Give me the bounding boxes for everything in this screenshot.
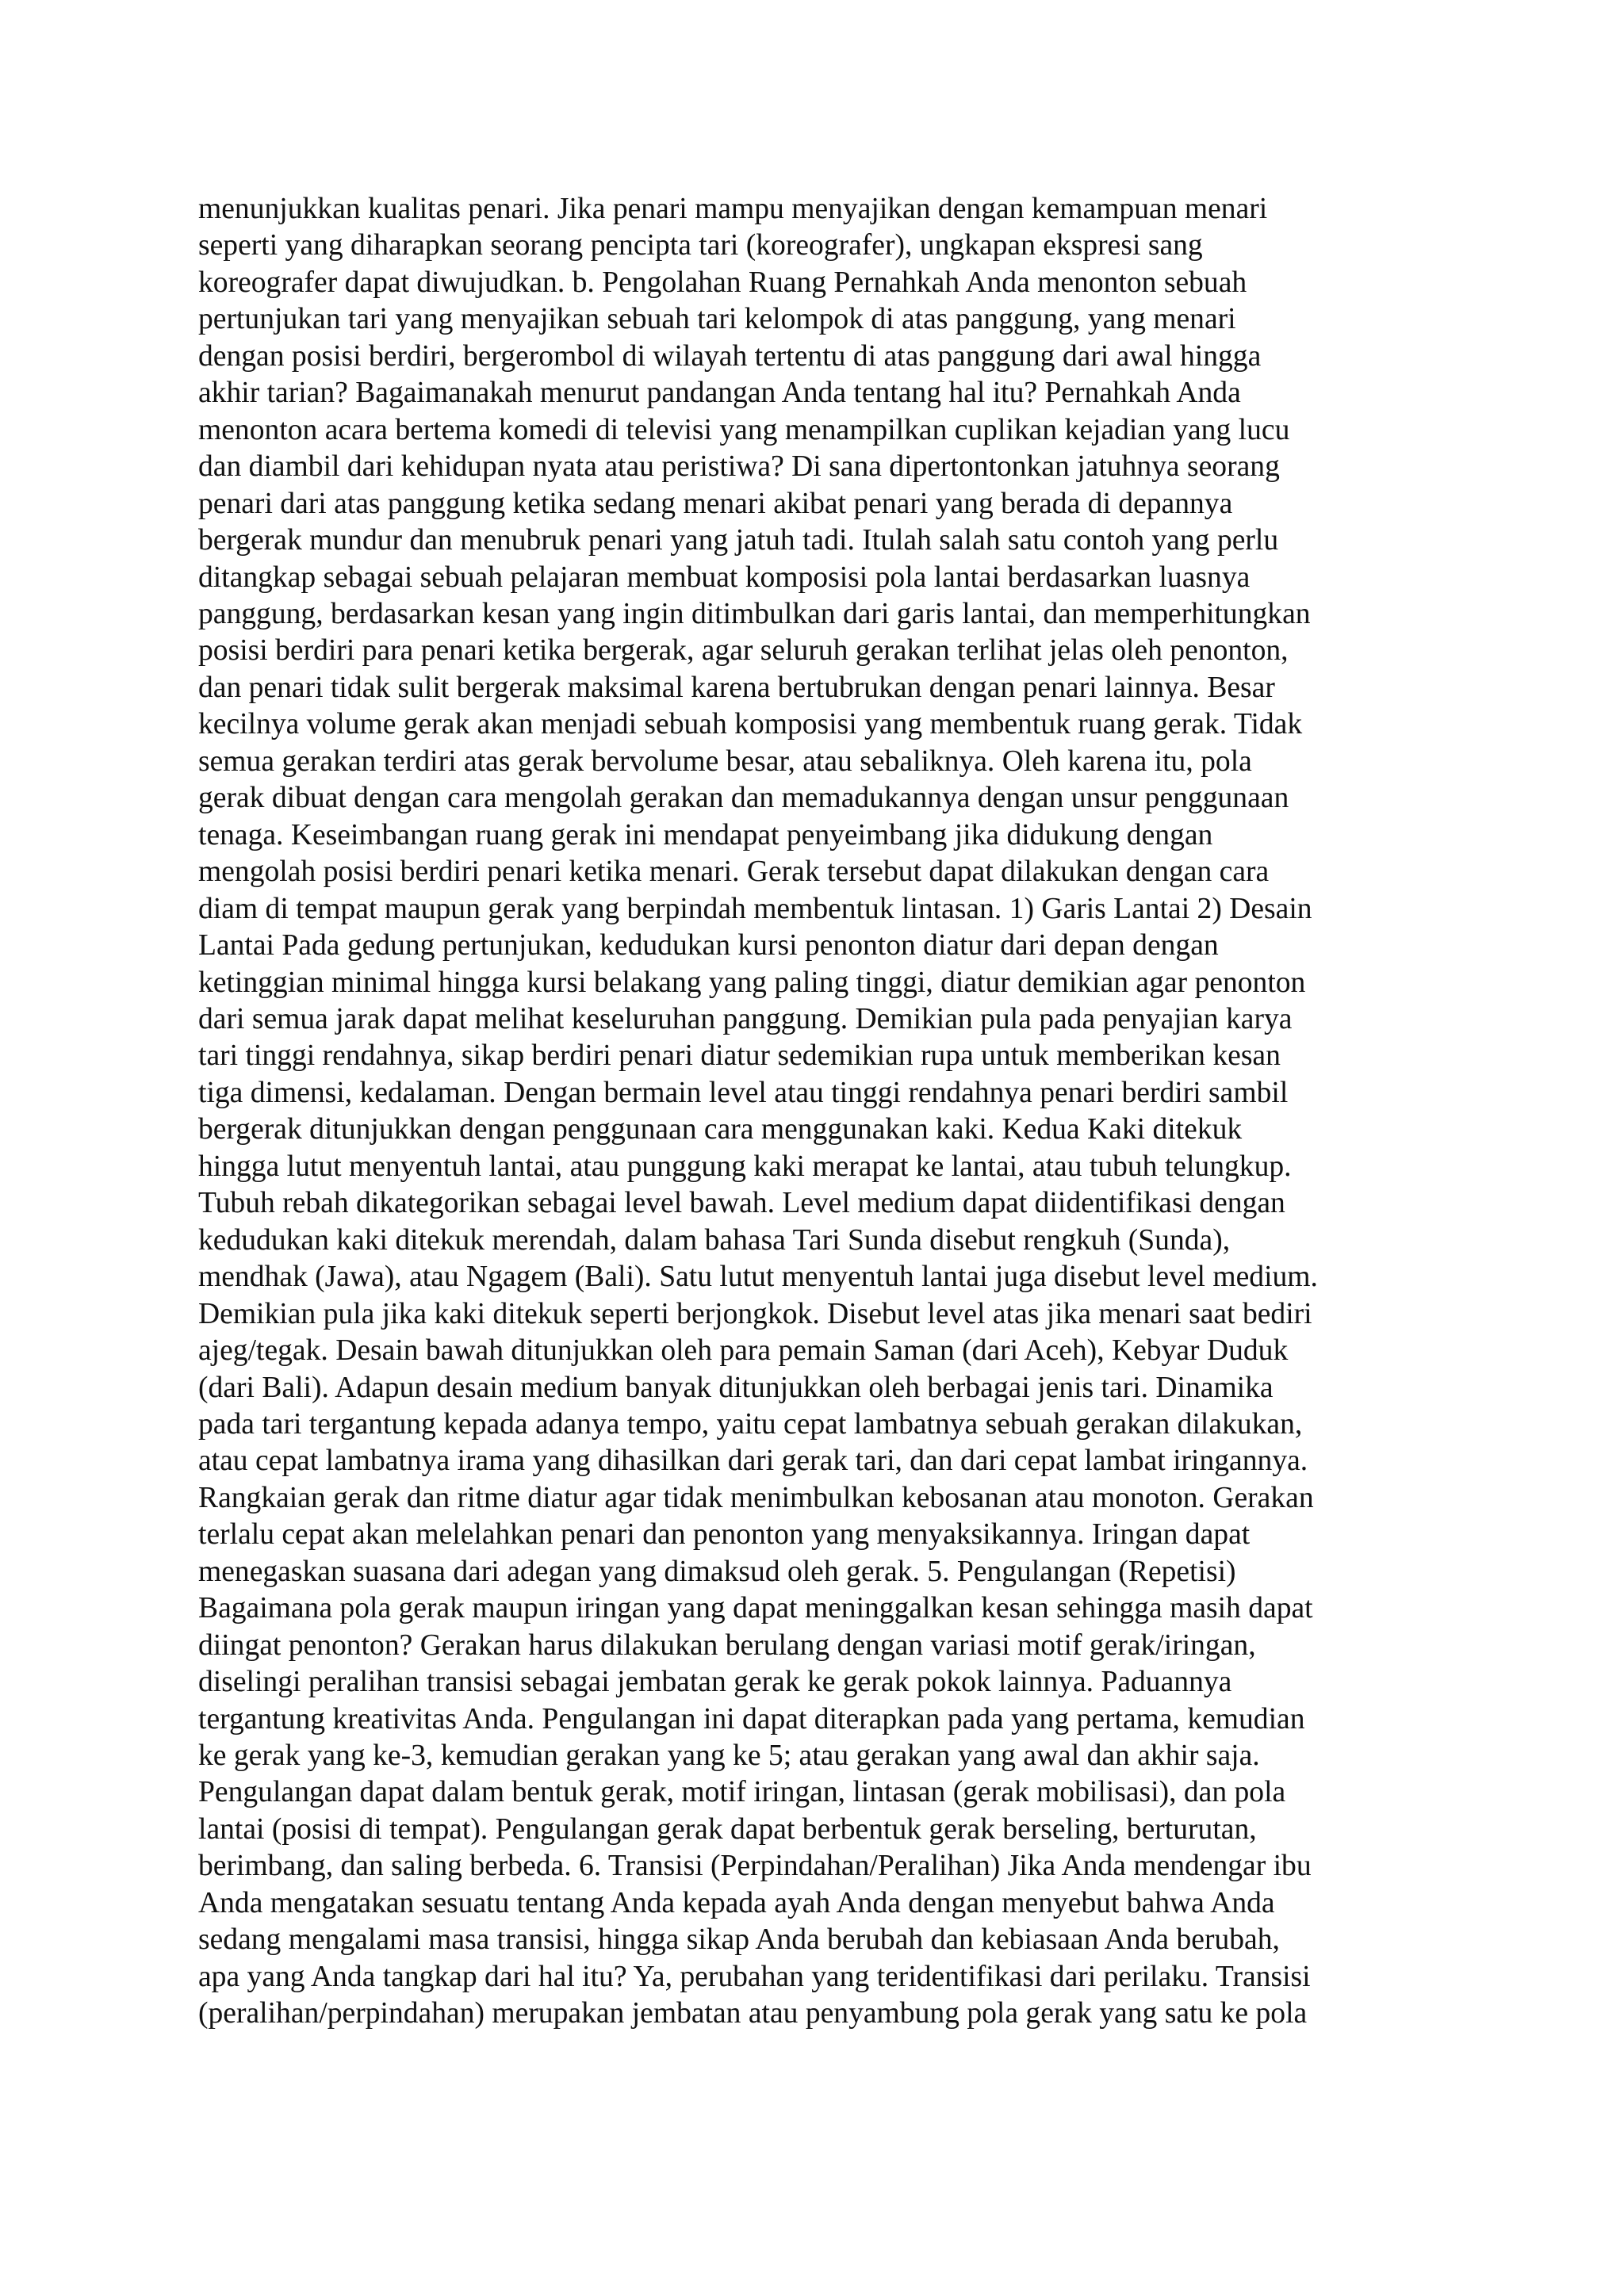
- text-line: tari tinggi rendahnya, sikap berdiri penari diatur sedemikian rupa untuk memberikan kesan: [198, 1039, 1281, 1073]
- text-line: kecilnya volume gerak akan menjadi sebuah komposisi yang membentuk ruang gerak. Tidak: [198, 708, 1303, 741]
- text-line: (dari Bali). Adapun desain medium banyak ditunjukkan oleh berbagai jenis tari. Dinamika: [198, 1371, 1274, 1404]
- text-line: lantai (posisi di tempat). Pengulangan gerak dapat berbentuk gerak berseling, berturutan,: [198, 1812, 1257, 1846]
- text-line: kedudukan kaki ditekuk merendah, dalam bahasa Tari Sunda disebut rengkuh (Sunda),: [198, 1223, 1231, 1257]
- text-line: Pengulangan dapat dalam bentuk gerak, motif iringan, lintasan (gerak mobilisasi), dan pola: [198, 1776, 1286, 1809]
- text-line: terlalu cepat akan melelahkan penari dan penonton yang menyaksikannya. Iringan dapat: [198, 1518, 1251, 1552]
- text-line: bergerak ditunjukkan dengan penggunaan cara menggunakan kaki. Kedua Kaki ditekuk: [198, 1113, 1243, 1146]
- text-line: Lantai Pada gedung pertunjukan, kedudukan kursi penonton diatur dari depan dengan: [198, 929, 1219, 962]
- text-line: atau cepat lambatnya irama yang dihasilkan dari gerak tari, dan dari cepat lambat iringannya.: [198, 1445, 1308, 1478]
- text-line: diselingi peralihan transisi sebagai jembatan gerak ke gerak pokok lainnya. Paduannya: [198, 1666, 1232, 1699]
- text-line: tergantung kreativitas Anda. Pengulangan ini dapat diterapkan pada yang pertama, kemudian: [198, 1702, 1305, 1735]
- text-line: hingga lutut menyentuh lantai, atau punggung kaki merapat ke lantai, atau tubuh telungkup.: [198, 1150, 1292, 1183]
- text-line: diam di tempat maupun gerak yang berpindah membentuk lintasan. 1) Garis Lantai 2) Desain: [198, 892, 1312, 925]
- text-line: Anda mengatakan sesuatu tentang Anda kepada ayah Anda dengan menyebut bahwa Anda: [198, 1886, 1275, 1919]
- text-line: Rangkaian gerak dan ritme diatur agar tidak menimbulkan kebosanan atau monoton. Gerakan: [198, 1481, 1314, 1514]
- text-line: tenaga. Keseimbangan ruang gerak ini mendapat penyeimbang jika didukung dengan: [198, 818, 1213, 851]
- text-line: gerak dibuat dengan cara mengolah gerakan dan memadukannya dengan unsur penggunaan: [198, 782, 1289, 815]
- text-line: bergerak mundur dan menubruk penari yang jatuh tadi. Itulah salah satu contoh yang perlu: [198, 524, 1279, 557]
- text-line: ajeg/tegak. Desain bawah ditunjukkan oleh para pemain Saman (dari Aceh), Kebyar Duduk: [198, 1334, 1289, 1368]
- body-text: [198, 191, 1451, 2033]
- text-line: penari dari atas panggung ketika sedang menari akibat penari yang berada di depannya: [198, 487, 1233, 520]
- text-line: seperti yang diharapkan seorang pencipta tari (koreografer), ungkapan ekspresi sang: [198, 229, 1203, 262]
- text-line: mendhak (Jawa), atau Ngagem (Bali). Satu lutut menyentuh lantai juga disebut level medium.: [198, 1261, 1318, 1294]
- text-line: menegaskan suasana dari adegan yang dimaksud oleh gerak. 5. Pengulangan (Repetisi): [198, 1555, 1236, 1588]
- text-line: pada tari tergantung kepada adanya tempo, yaitu cepat lambatnya sebuah gerakan dilakukan,: [198, 1407, 1303, 1441]
- text-line: mengolah posisi berdiri penari ketika menari. Gerak tersebut dapat dilakukan dengan cara: [198, 855, 1270, 889]
- text-line: ketinggian minimal hingga kursi belakang yang paling tinggi, diatur demikian agar penonton: [198, 966, 1306, 999]
- text-line: menunjukkan kualitas penari. Jika penari mampu menyajikan dengan kemampuan menari: [198, 193, 1268, 225]
- text-line: Bagaimana pola gerak maupun iringan yang dapat meninggalkan kesan sehingga masih dapat: [198, 1592, 1313, 1625]
- text-line: sedang mengalami masa transisi, hingga sikap Anda berubah dan kebiasaan Anda berubah,: [198, 1923, 1280, 1957]
- text-line: berimbang, dan saling berbeda. 6. Transisi (Perpindahan/Peralihan) Jika Anda mendengar ibu: [198, 1850, 1312, 1883]
- text-line: semua gerakan terdiri atas gerak bervolume besar, atau sebaliknya. Oleh karena itu, pola: [198, 744, 1252, 778]
- text-line: ditangkap sebagai sebuah pelajaran membuat komposisi pola lantai berdasarkan luasnya: [198, 561, 1251, 594]
- text-line: Tubuh rebah dikategorikan sebagai level bawah. Level medium dapat diidentifikasi dengan: [198, 1187, 1285, 1220]
- text-line: ke gerak yang ke-3, kemudian gerakan yang ke 5; atau gerakan yang awal dan akhir saja.: [198, 1739, 1260, 1773]
- text-line: posisi berdiri para penari ketika bergerak, agar seluruh gerakan terlihat jelas oleh penonton,: [198, 634, 1289, 668]
- text-line: dari semua jarak dapat melihat keseluruhan panggung. Demikian pula pada penyajian karya: [198, 1002, 1293, 1035]
- text-line: dan penari tidak sulit bergerak maksimal karena bertubrukan dengan penari lainnya. Besar: [198, 671, 1275, 704]
- text-line: Demikian pula jika kaki ditekuk seperti berjongkok. Disebut level atas jika menari saat bediri: [198, 1297, 1312, 1330]
- text-line: panggung, berdasarkan kesan yang ingin ditimbulkan dari garis lantai, dan memperhitungkan: [198, 597, 1311, 630]
- text-line: dengan posisi berdiri, bergerombol di wilayah tertentu di atas panggung dari awal hingga: [198, 339, 1262, 373]
- text-line: diingat penonton? Gerakan harus dilakukan berulang dengan variasi motif gerak/iringan,: [198, 1628, 1256, 1662]
- text-line: koreografer dapat diwujudkan. b. Pengolahan Ruang Pernahkah Anda menonton sebuah: [198, 266, 1247, 299]
- text-line: dan diambil dari kehidupan nyata atau peristiwa? Di sana dipertontonkan jatuhnya seorang: [198, 450, 1280, 484]
- text-line: (peralihan/perpindahan) merupakan jembatan atau penyambung pola gerak yang satu ke pola: [198, 1997, 1308, 2030]
- text-line: apa yang Anda tangkap dari hal itu? Ya, perubahan yang teridentifikasi dari perilaku. Transisi: [198, 1960, 1311, 1993]
- text-line: tiga dimensi, kedalaman. Dengan bermain level atau tinggi rendahnya penari berdiri sambil: [198, 1076, 1289, 1109]
- text-line: akhir tarian? Bagaimanakah menurut pandangan Anda tentang hal itu? Pernahkah Anda: [198, 377, 1241, 410]
- text-line: menonton acara bertema komedi di televisi yang menampilkan cuplikan kejadian yang lucu: [198, 413, 1290, 446]
- text-line: pertunjukan tari yang menyajikan sebuah tari kelompok di atas panggung, yang menari: [198, 303, 1236, 336]
